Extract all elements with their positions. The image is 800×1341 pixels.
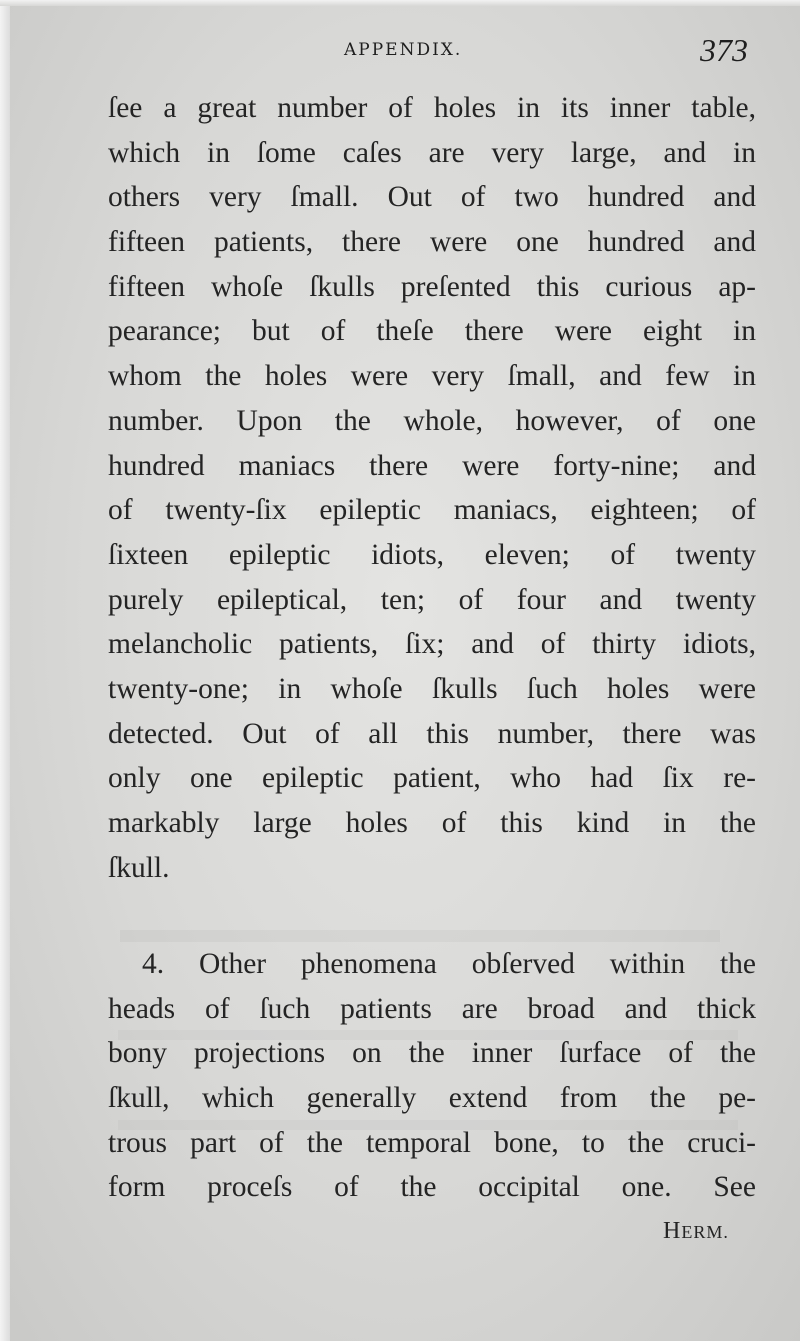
text-line: heads of ſuch patients are broad and thick — [108, 992, 756, 1025]
catchword-initial: H — [663, 1218, 682, 1244]
text-line: fifteen patients, there were one hundred and — [108, 226, 756, 259]
text-line: trous part of the temporal bone, to the cruci- — [108, 1126, 756, 1159]
text-line: ſkull, which generally extend from the pe- — [108, 1082, 756, 1115]
text-line: pearance; but of theſe there were eight in — [108, 315, 756, 348]
text-line: only one epileptic patient, who had ſix re- — [108, 762, 756, 795]
text-line: melancholic patients, ſix; and of thirty idiots, — [108, 628, 756, 661]
text-line: bony projections on the inner ſurface of the — [108, 1037, 756, 1070]
text-line: purely epileptical, ten; of four and twenty — [108, 583, 756, 616]
text-line: others very ſmall. Out of two hundred and — [108, 181, 756, 214]
text-line: fifteen whoſe ſkulls preſented this curious ap- — [108, 270, 756, 303]
paragraph-2 — [108, 942, 756, 1210]
page-number: 373 — [700, 32, 748, 68]
text-line: of twenty-ſix epileptic maniacs, eighteen; of — [108, 494, 756, 527]
catchword — [663, 1218, 729, 1245]
text-line: ſixteen epileptic idiots, eleven; of twenty — [108, 538, 756, 571]
page-header — [0, 32, 800, 82]
running-head: APPENDIX. — [344, 40, 463, 60]
text-line: form proceſs of the occipital one. See — [108, 1171, 756, 1204]
text-line: twenty-one; in whoſe ſkulls ſuch holes were — [108, 672, 756, 705]
text-line: 4. Other phenomena obſerved within the — [142, 948, 756, 980]
page-edge-left — [0, 0, 10, 1341]
text-line: ſee a great number of holes in its inner table, — [108, 92, 756, 124]
show-through-mark — [120, 930, 720, 942]
text-line: which in ſome caſes are very large, and in — [108, 136, 756, 169]
text-line: whom the holes were very ſmall, and few in — [108, 360, 756, 393]
text-line: number. Upon the whole, however, of one — [108, 404, 756, 437]
text-line: detected. Out of all this number, there was — [108, 717, 756, 750]
text-line: hundred maniacs there were forty-nine; and — [108, 449, 756, 482]
text-line: markably large holes of this kind in the — [108, 807, 756, 839]
text-line: ſkull. — [108, 851, 170, 884]
catchword-rest: ERM. — [681, 1222, 729, 1242]
paragraph-1 — [108, 86, 756, 890]
page-edge-top — [0, 0, 800, 6]
